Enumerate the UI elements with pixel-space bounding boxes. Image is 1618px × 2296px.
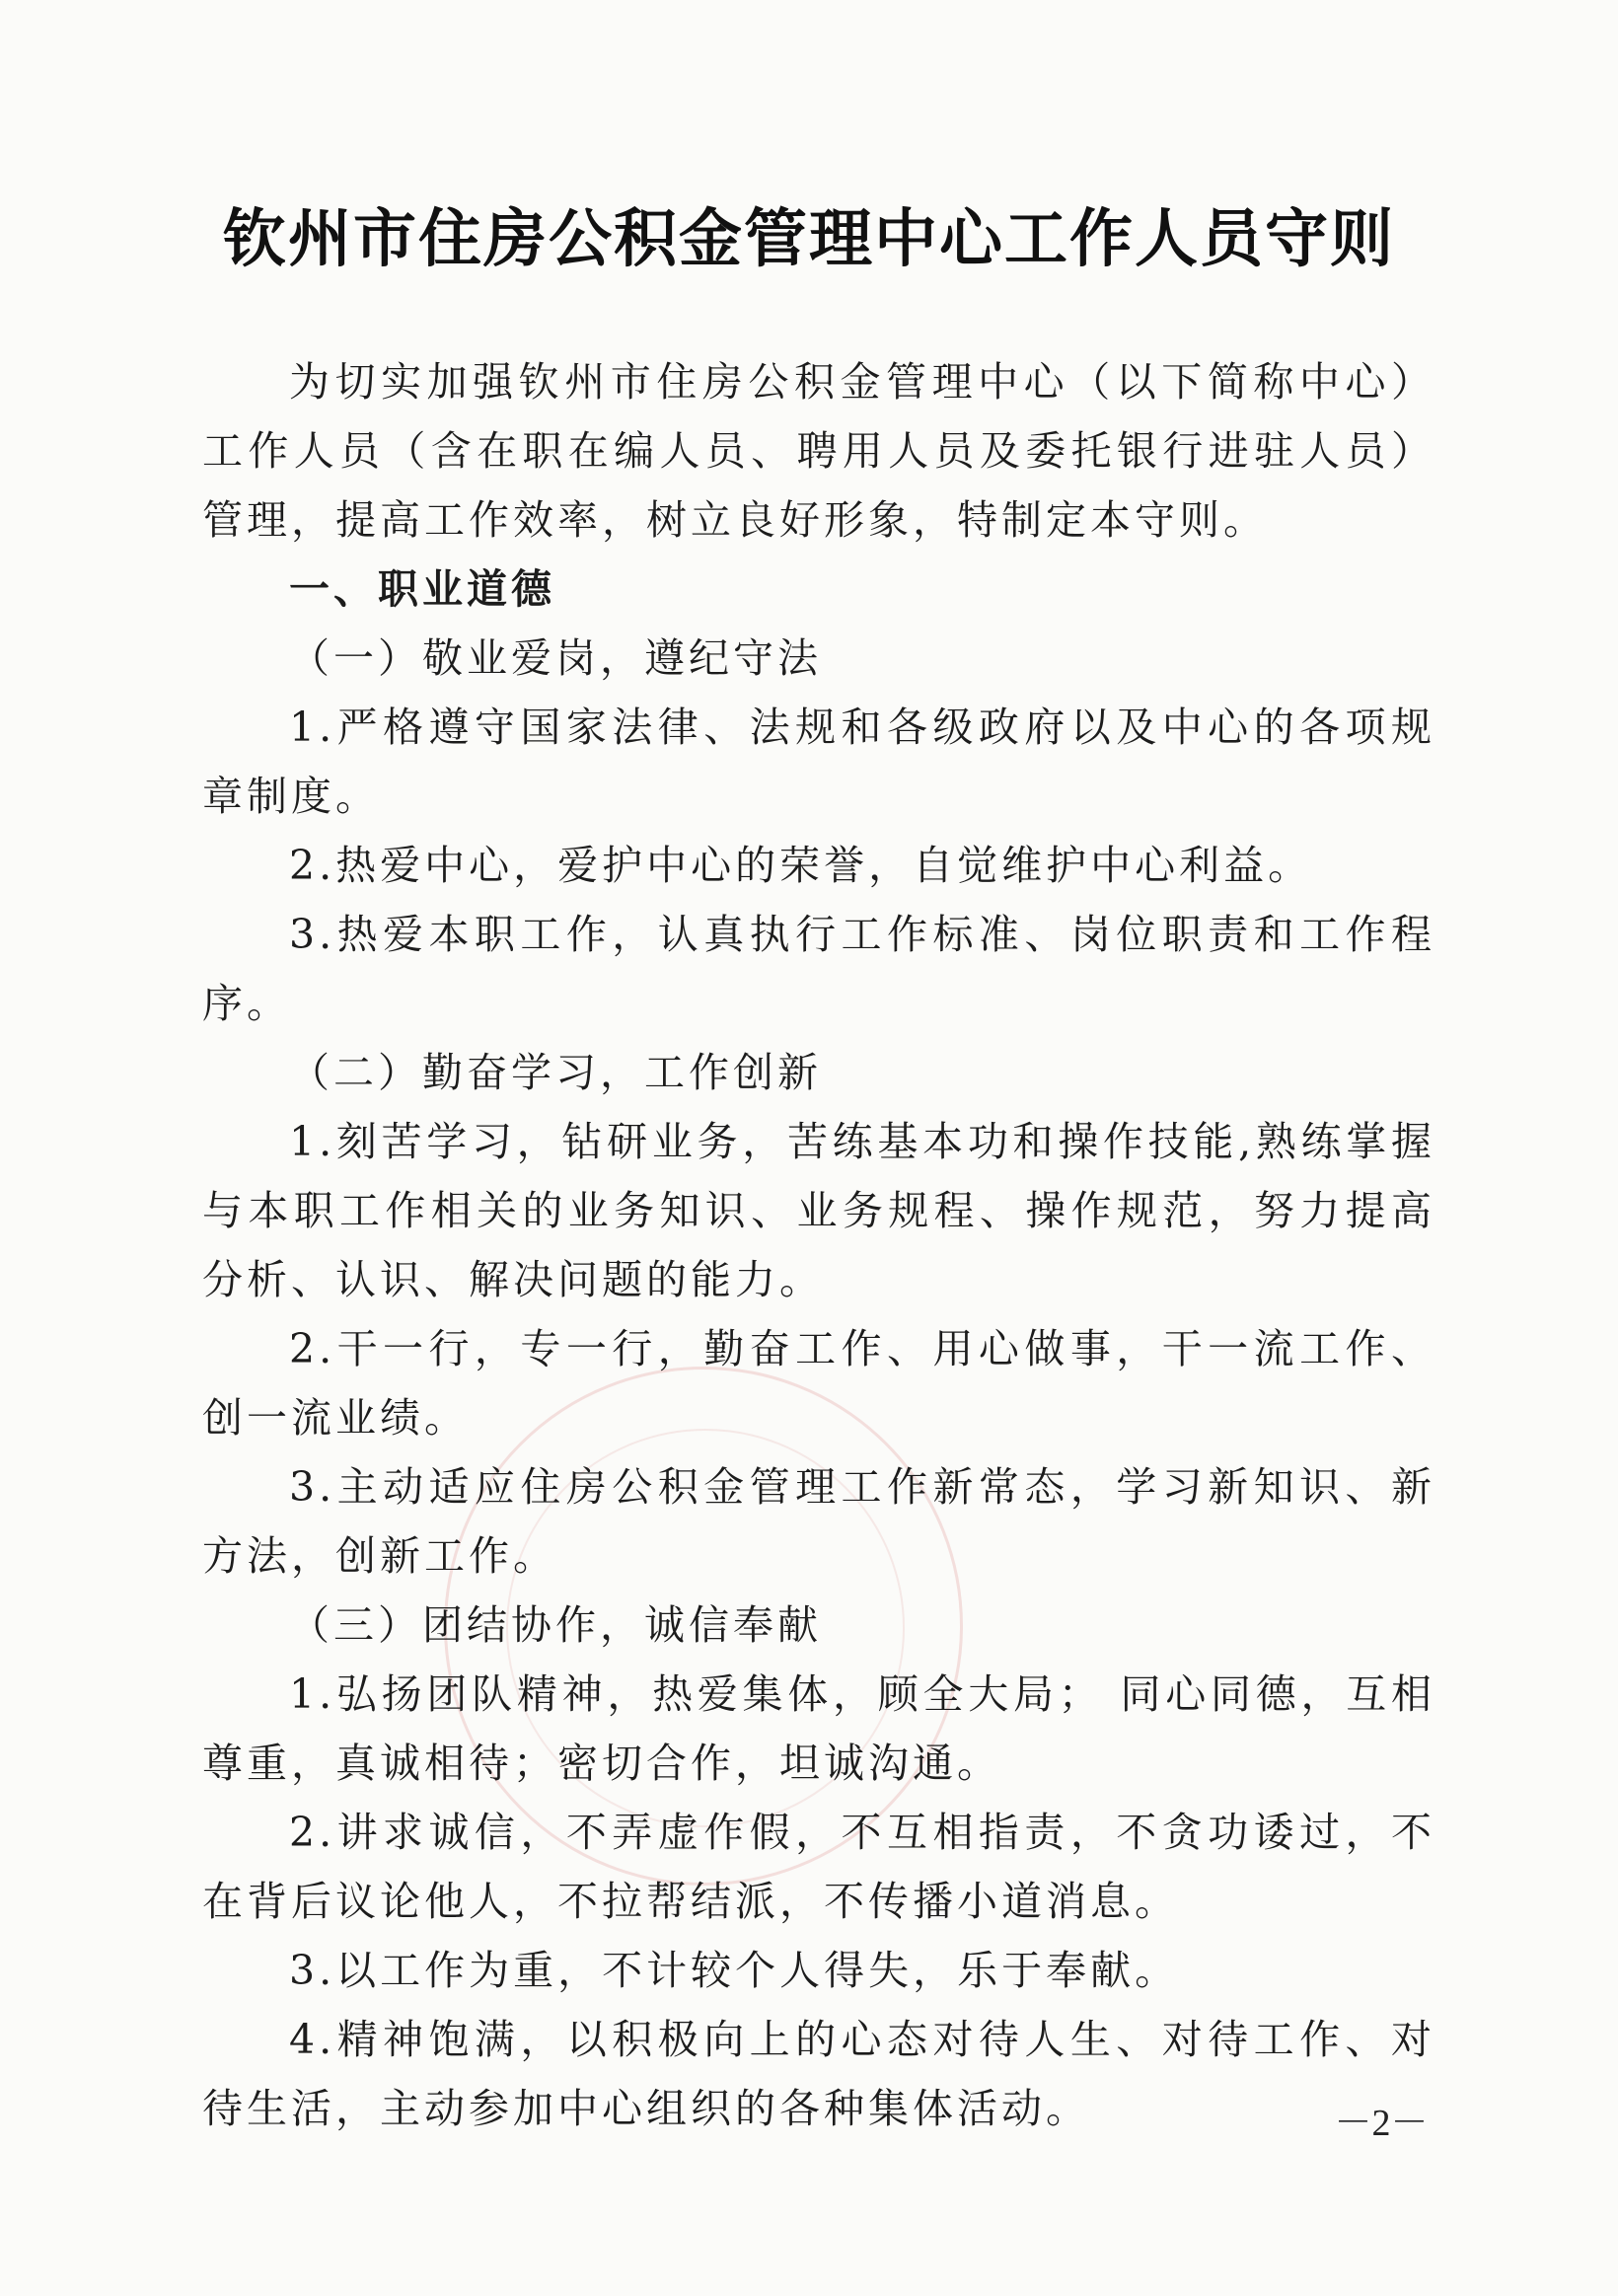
subsection-heading: （二）勤奋学习，工作创新 — [289, 1049, 822, 1096]
rule-item: 1.刻苦学习，钻研业务，苦练基本功和操作技能,熟练掌握与本职工作相关的业务知识、业务规程、操作规范，努力提高分析、认识、解决问题的能力。 — [202, 1118, 1435, 1303]
rule-item: 1.严格遵守国家法律、法规和各级政府以及中心的各项规章制度。 — [202, 704, 1435, 820]
document-body — [202, 347, 1435, 2143]
rule-item: 3.以工作为重，不计较个人得失，乐于奉献。 — [289, 1947, 1180, 1994]
rule-item: 2.热爱中心，爱护中心的荣誉，自觉维护中心利益。 — [289, 842, 1313, 889]
rule-item: 1.弘扬团队精神，热爱集体，顾全大局； 同心同德，互相尊重，真诚相待；密切合作，坦诚沟通。 — [202, 1670, 1435, 1787]
rule-item: 2.讲求诚信，不弄虚作假，不互相指责，不贪功诿过，不在背后议论他人，不拉帮结派，不传播小道消息。 — [202, 1809, 1435, 1925]
rule-item: 3.热爱本职工作，认真执行工作标准、岗位职责和工作程序。 — [202, 911, 1435, 1027]
rule-item: 2.干一行，专一行，勤奋工作、用心做事，干一流工作、创一流业绩。 — [202, 1325, 1435, 1442]
intro-paragraph: 为切实加强钦州市住房公积金管理中心（以下简称中心）工作人员（含在职在编人员、聘用人员及委托银行进驻人员）管理，提高工作效率，树立良好形象，特制定本守则。 — [202, 358, 1435, 544]
section-heading: 一、职业道德 — [289, 565, 555, 613]
subsection-heading: （一）敬业爱岗，遵纪守法 — [289, 634, 822, 682]
rule-item: 4.精神饱满，以积极向上的心态对待人生、对待工作、对待生活，主动参加中心组织的各种集体活动。 — [202, 2016, 1435, 2132]
subsection-heading: （三）团结协作，诚信奉献 — [289, 1601, 822, 1649]
page-number: －2－ — [1334, 2103, 1429, 2144]
document-title: 钦州市住房公积金管理中心工作人员守则 — [223, 202, 1395, 276]
rule-item: 3.主动适应住房公积金管理工作新常态，学习新知识、新方法，创新工作。 — [202, 1463, 1435, 1580]
